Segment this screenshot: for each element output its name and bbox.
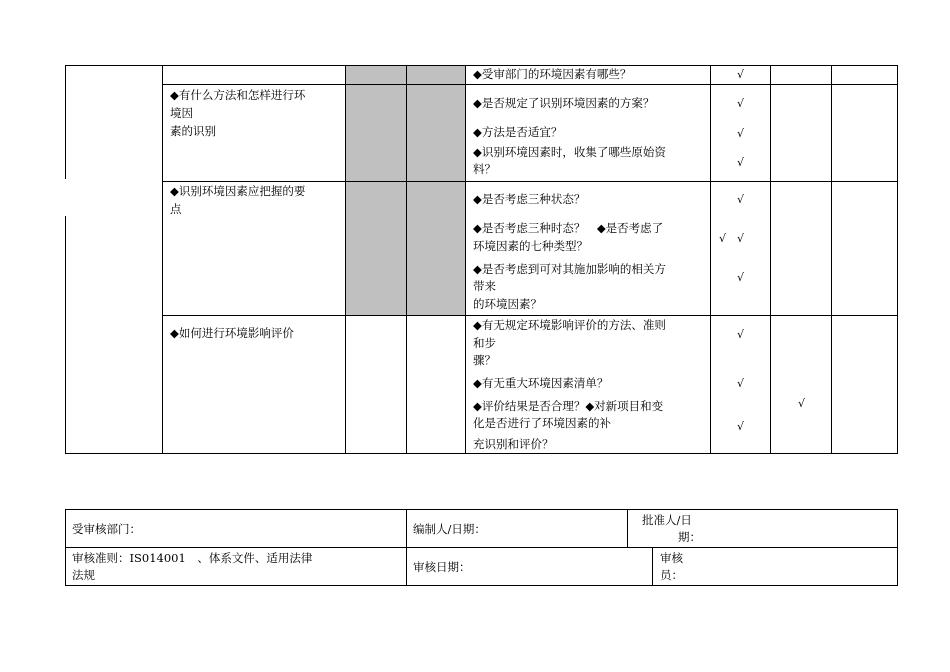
auditor-label: 审核	[660, 551, 683, 565]
audit-date-label: 审核日期：	[413, 560, 471, 574]
check-mark: √	[737, 68, 745, 81]
approver-label: 批准人/日	[642, 513, 692, 527]
item-text: 素的识别	[170, 124, 216, 138]
item-text: ◆识别环境因素应把握的要	[170, 184, 306, 198]
question-text: 料？	[473, 162, 496, 176]
question-text: ◆是否规定了识别环境因素的方案？	[473, 96, 655, 110]
check-mark: √ √	[719, 232, 745, 245]
question-text: ◆是否考虑三种状态？	[473, 192, 586, 206]
question-text: 环境因素的七种类型？	[473, 239, 588, 253]
check-mark: √	[737, 193, 745, 206]
question-text: 的环境因素？	[473, 297, 542, 311]
check-mark: √	[737, 328, 745, 341]
question-text: ◆受审部门的环境因素有哪些？	[473, 67, 632, 81]
question-text: 化是否进行了环境因素的补	[473, 416, 611, 430]
question-text: ◆方法是否适宜？	[473, 125, 563, 139]
approver-label: 期：	[678, 530, 701, 544]
shaded-cell	[407, 66, 465, 315]
check-mark: √	[737, 377, 745, 390]
question-text: ◆是否考虑三种时态？ ◆是否考虑了	[473, 221, 664, 235]
item-text: ◆如何进行环境影响评价	[170, 326, 294, 340]
item-text: 境因	[170, 106, 193, 120]
auditor-label: 员：	[660, 568, 683, 582]
shaded-cell	[346, 66, 406, 315]
footer-table	[0, 500, 950, 600]
criteria-label: 法规	[72, 568, 95, 582]
item-text: 点	[170, 202, 182, 216]
dept-label: 受审核部门：	[72, 522, 141, 536]
question-text: 充识别和评价？	[473, 437, 554, 451]
check-mark: √	[737, 156, 745, 169]
question-text: ◆评价结果是否合理？◆对新项目和变	[473, 399, 664, 413]
check-mark: √	[737, 127, 745, 140]
question-text: 带来	[473, 279, 496, 293]
question-text: ◆是否考虑到可对其施加影响的相关方	[473, 262, 666, 276]
question-text: 骤？	[473, 353, 496, 367]
question-text: ◆有无规定环境影响评价的方法、准则	[473, 318, 666, 332]
check-mark: √	[798, 397, 806, 410]
question-text: 和步	[473, 336, 496, 350]
check-mark: √	[737, 271, 745, 284]
check-mark: √	[737, 97, 745, 110]
editor-label: 编制人/日期：	[413, 522, 486, 536]
check-mark: √	[737, 420, 745, 433]
criteria-label: 审核准则：IS014001 、体系文件、适用法律	[72, 551, 313, 565]
question-text: ◆识别环境因素时，收集了哪些原始资	[473, 145, 666, 159]
item-text: ◆有什么方法和怎样进行环	[170, 88, 306, 102]
question-text: ◆有无重大环境因素清单？	[473, 376, 609, 390]
